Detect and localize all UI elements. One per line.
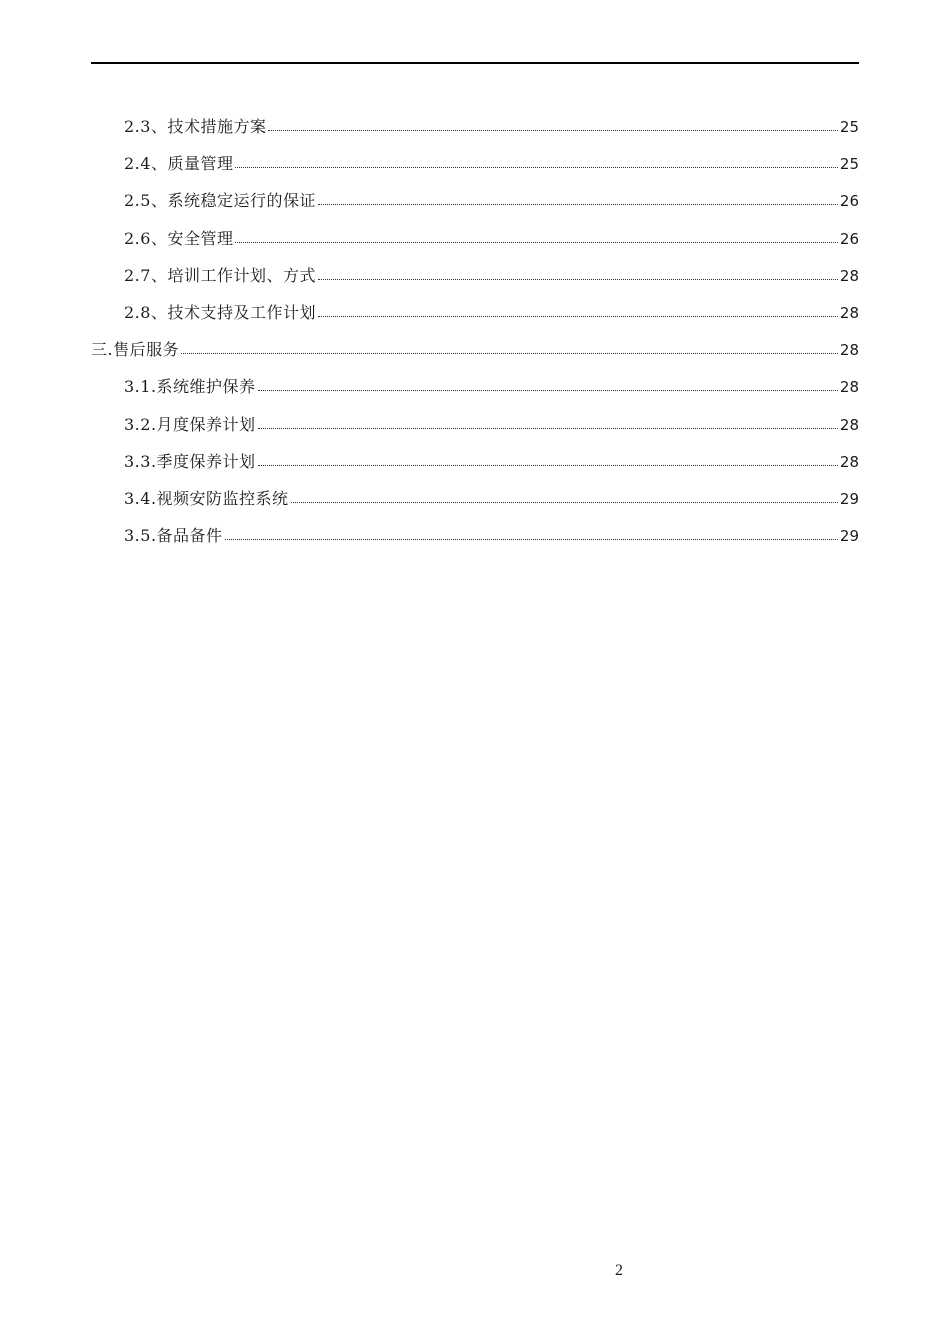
toc-dot-leader [258, 428, 838, 429]
toc-dot-leader [291, 502, 838, 503]
toc-entry-title: 2.8、技术支持及工作计划 [124, 303, 316, 322]
toc-entry-title: 2.6、安全管理 [124, 228, 234, 248]
toc-dot-leader [235, 242, 837, 243]
header-rule [91, 62, 859, 64]
toc-entry-page: 28 [839, 341, 859, 360]
toc-entry-page: 29 [839, 527, 859, 546]
toc-entry[interactable] [124, 358, 859, 395]
toc-entry-title: 2.4、质量管理 [124, 154, 234, 174]
toc-dot-leader [258, 465, 838, 466]
toc-entry[interactable] [124, 396, 859, 433]
toc-entry[interactable] [124, 433, 859, 470]
toc-dot-leader [268, 130, 837, 131]
toc-entry-title: 2.7、培训工作计划、方式 [124, 265, 316, 285]
toc-entry[interactable] [124, 507, 859, 544]
toc-entry[interactable] [124, 210, 859, 247]
toc-entry[interactable] [124, 284, 859, 321]
toc-entry-page: 25 [839, 155, 859, 174]
toc-entry-title: 3.4.视频安防监控系统 [124, 489, 289, 508]
page-number: 2 [615, 1262, 623, 1279]
toc-dot-leader [318, 316, 838, 317]
toc-entry-page: 26 [839, 229, 859, 248]
toc-entry-title: 3.1.系统维护保养 [124, 377, 256, 397]
toc-entry-page: 29 [839, 490, 859, 508]
toc-entry[interactable] [91, 321, 859, 358]
toc-entry-page: 28 [839, 452, 859, 471]
toc-entry-title: 2.5、系统稳定运行的保证 [124, 191, 316, 211]
toc-dot-leader [225, 539, 838, 540]
toc-dot-leader [258, 390, 838, 391]
toc-entry-title: 3.2.月度保养计划 [124, 414, 256, 434]
toc-entry[interactable] [124, 98, 859, 135]
toc-dot-leader [318, 279, 838, 280]
toc-entry[interactable] [124, 470, 859, 507]
toc-entry[interactable] [124, 247, 859, 284]
toc-entry-page: 28 [839, 415, 859, 434]
toc-dot-leader [235, 167, 837, 168]
toc-entry-page: 28 [839, 266, 859, 285]
toc-entry-title: 3.3.季度保养计划 [124, 451, 256, 471]
toc-dot-leader [181, 353, 838, 354]
toc-entry[interactable] [124, 172, 859, 209]
toc-entry-page: 28 [839, 378, 859, 397]
toc-entry[interactable] [124, 135, 859, 172]
toc-entry-page: 28 [839, 304, 859, 322]
toc-dot-leader [318, 204, 838, 205]
toc-entry-page: 26 [839, 192, 859, 211]
toc-entry-title: 2.3、技术措施方案 [124, 117, 267, 136]
toc-entry-title: 三.售后服务 [91, 340, 180, 360]
toc-entry-page: 25 [839, 118, 859, 136]
toc-entry-title: 3.5.备品备件 [124, 526, 223, 546]
